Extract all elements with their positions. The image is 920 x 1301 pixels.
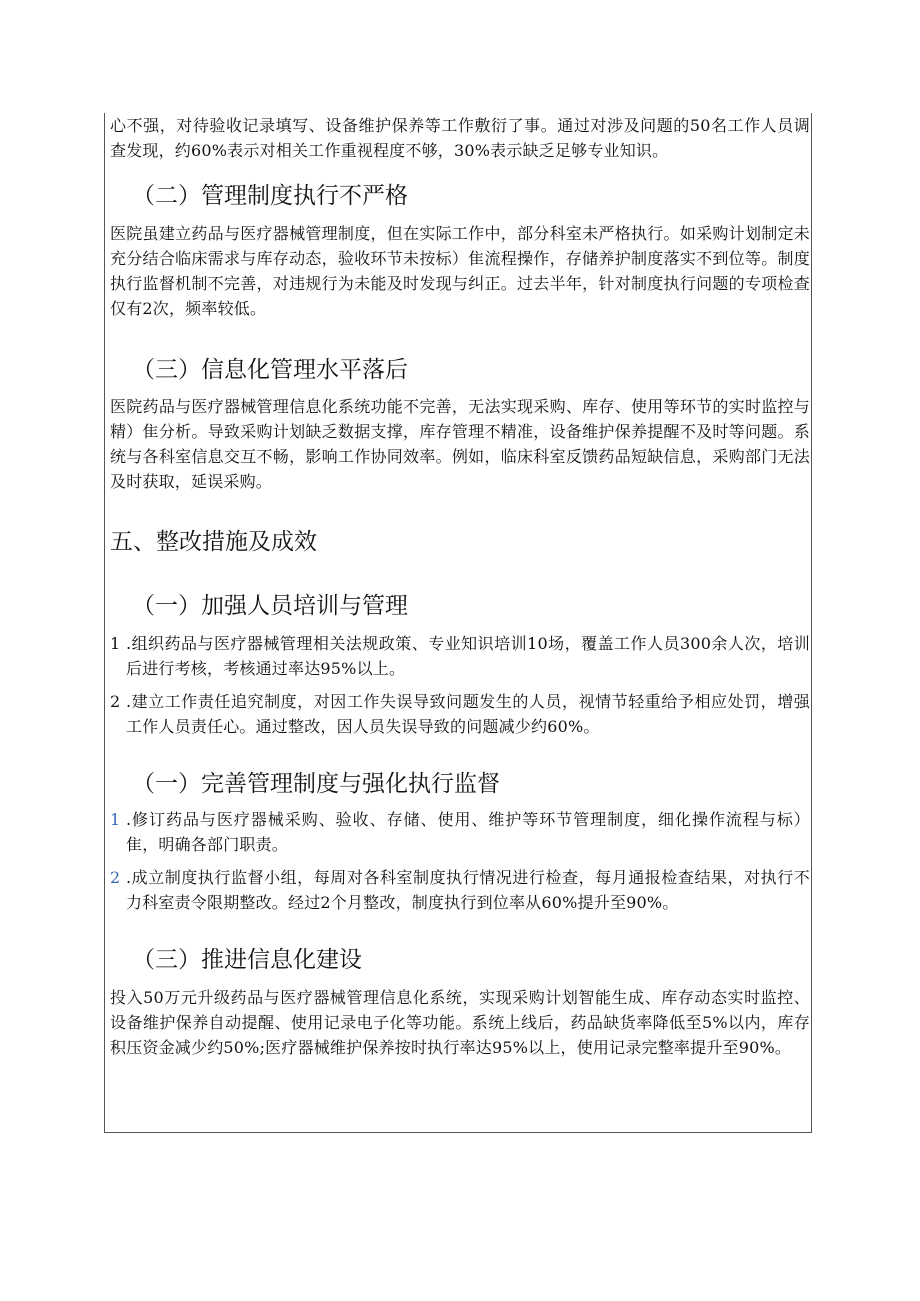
section-paragraph-management-rules: 医院虽建立药品与医疗器械管理制度，但在实际工作中，部分科室未严格执行。如采购计划制定未充分结合临床需求与库存动态，验收环节未按标）隹流程操作，存储养护制度落实不到位等。制度执行监督机制不完善，对违规行为未能及时发现与纠正。过去半年，针对制度执行问题的专项检查仅有2次，频率较低。	[110, 224, 810, 318]
list-item	[110, 631, 810, 681]
subsection-heading-training: （一）加强人员培训与管理	[132, 593, 408, 619]
list-item-text: .修订药品与医疗器械采购、验收、存储、使用、维护等环节管理制度，细化操作流程与标）隹，明确各部门职责。	[126, 810, 810, 854]
list-item-number: 2	[110, 692, 121, 711]
list-item-text: .成立制度执行监督小组，每周对各科室制度执行情况进行检查，每月通报检查结果，对执行不力科室责令限期整改。经过2个月整改，制度执行到位率从60%提升至90%。	[126, 868, 810, 912]
section-paragraph-informatization: 医院药品与医疗器械管理信息化系统功能不完善，无法实现采购、库存、使用等环节的实时监控与精）隹分析。导致采购计划缺乏数据支撑，库存管理不精准，设备维护保养提醒不及时等问题。系统与各科室信息交互不畅，影响工作协同效率。例如，临床科室反馈药品短缺信息，采购部门无法及时获取，延误采购。	[110, 397, 810, 491]
list-item-text: .组织药品与医疗器械管理相关法规政策、专业知识培训10场，覆盖工作人员300余人次，培训后进行考核，考核通过率达95%以上。	[126, 634, 810, 678]
document-body	[110, 113, 810, 1060]
list-item-number: 1	[110, 634, 121, 653]
list-item	[110, 689, 810, 739]
list-item	[110, 865, 810, 915]
list-item	[110, 807, 810, 857]
intro-paragraph: 心不强，对待验收记录填写、设备维护保养等工作敷衍了事。通过对涉及问题的50名工作人员调查发现，约60%表示对相关工作重视程度不够，30%表示缺乏足够专业知识。	[110, 116, 810, 160]
subsection-heading-informatization-build: （三）推进信息化建设	[132, 947, 362, 973]
subsection-heading-supervision: （一）完善管理制度与强化执行监督	[132, 771, 500, 797]
list-item-text: .建立工作责任追究制度，对因工作失误导致问题发生的人员，视情节轻重给予相应处罚，增强工作人员责任心。通过整改，因人员失误导致的问题减少约60%。	[126, 692, 810, 736]
part-heading-rectification: 五、整改措施及成效	[110, 529, 317, 555]
list-item-number: 2	[110, 868, 121, 887]
section-heading-management-rules: （二）管理制度执行不严格	[132, 183, 408, 209]
section-heading-informatization: （三）信息化管理水平落后	[132, 357, 408, 383]
subsection-paragraph-informatization-build: 投入50万元升级药品与医疗器械管理信息化系统，实现采购计划智能生成、库存动态实时监控、设备维护保养自动提醒、使用记录电子化等功能。系统上线后，药品缺货率降低至5%以内，库存积压资金减少约50%;医疗器械维护保养按时执行率达95%以上，使用记录完整率提升至90%。	[110, 988, 810, 1057]
list-item-number: 1	[110, 810, 121, 829]
